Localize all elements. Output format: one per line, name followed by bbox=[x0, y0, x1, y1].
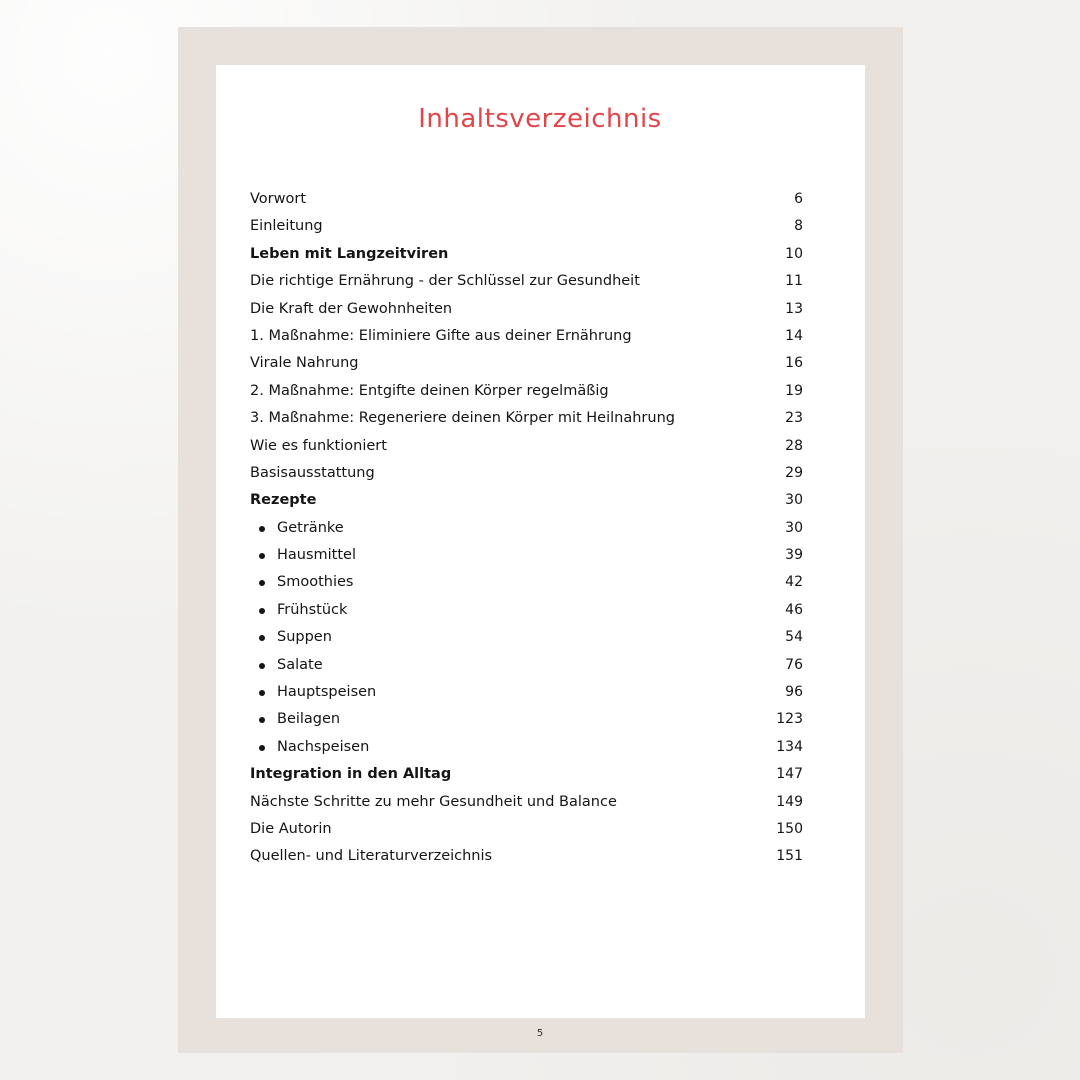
toc-entry-page: 96 bbox=[785, 684, 803, 701]
toc-entry-page: 151 bbox=[776, 848, 803, 865]
bullet-icon bbox=[259, 580, 265, 586]
toc-entry-label: Nächste Schritte zu mehr Gesundheit und Balance bbox=[250, 793, 617, 810]
toc-entry-page: 76 bbox=[785, 656, 803, 673]
bullet-icon bbox=[259, 690, 265, 696]
bullet-icon bbox=[259, 608, 265, 614]
toc-entry-label: Die Autorin bbox=[250, 820, 332, 837]
toc-entry-page: 42 bbox=[785, 574, 803, 591]
bullet-icon bbox=[259, 717, 265, 723]
toc-entry[interactable] bbox=[250, 186, 803, 213]
toc-entry-label: Leben mit Langzeitviren bbox=[250, 245, 449, 262]
toc-entry-page: 30 bbox=[785, 519, 803, 536]
toc-entry-label: Integration in den Alltag bbox=[250, 766, 452, 783]
toc-entry-label: Rezepte bbox=[250, 492, 317, 509]
toc-entry-page: 8 bbox=[794, 218, 803, 235]
toc-entry-page: 29 bbox=[785, 464, 803, 481]
toc-entry-page: 13 bbox=[785, 300, 803, 317]
toc-entry-label: Getränke bbox=[277, 519, 344, 536]
toc-entry-label: Die richtige Ernährung - der Schlüssel zur Gesundheit bbox=[250, 273, 640, 290]
toc-entry-page: 150 bbox=[776, 820, 803, 837]
bullet-icon bbox=[259, 745, 265, 751]
toc-entry-label: 2. Maßnahme: Entgifte deinen Körper regelmäßig bbox=[250, 382, 609, 399]
toc-entry-page: 16 bbox=[785, 355, 803, 372]
toc-entry-page: 28 bbox=[785, 437, 803, 454]
toc-entry-label: 3. Maßnahme: Regeneriere deinen Körper mit Heilnahrung bbox=[250, 410, 675, 427]
bullet-icon bbox=[259, 663, 265, 669]
toc-entry-label: Quellen- und Literaturverzeichnis bbox=[250, 848, 493, 865]
toc-entry[interactable] bbox=[250, 241, 803, 268]
toc-entry-label: Salate bbox=[277, 656, 323, 673]
toc-subentry[interactable] bbox=[250, 569, 803, 596]
toc-subentry[interactable] bbox=[250, 542, 803, 569]
toc-entry[interactable] bbox=[250, 816, 803, 843]
toc-entry-label: Virale Nahrung bbox=[250, 355, 359, 372]
toc-entry-page: 39 bbox=[785, 547, 803, 564]
toc-entry[interactable] bbox=[250, 789, 803, 816]
toc-entry-page: 11 bbox=[785, 273, 803, 290]
toc-entry-page: 6 bbox=[794, 191, 803, 207]
toc-entry[interactable] bbox=[250, 460, 803, 487]
toc-entry-label: Die Kraft der Gewohnheiten bbox=[250, 300, 453, 317]
toc-entry-label: Suppen bbox=[277, 629, 332, 646]
toc-entry-page: 149 bbox=[776, 793, 803, 810]
toc-subentry[interactable] bbox=[250, 624, 803, 651]
toc-entry[interactable] bbox=[250, 843, 803, 870]
toc-entry-page: 46 bbox=[785, 601, 803, 618]
toc-entry-label: Wie es funktioniert bbox=[250, 437, 387, 454]
toc-entry-page: 134 bbox=[776, 738, 803, 755]
toc-subentry[interactable] bbox=[250, 652, 803, 679]
toc-subentry[interactable] bbox=[250, 706, 803, 733]
toc-entry-label: Frühstück bbox=[277, 601, 348, 618]
page-title: Inhaltsverzeichnis bbox=[418, 104, 662, 134]
bullet-icon bbox=[259, 526, 265, 532]
toc-entry-page: 54 bbox=[785, 629, 803, 646]
toc-entry-label: Einleitung bbox=[250, 218, 323, 235]
toc-entry[interactable] bbox=[250, 213, 803, 240]
bullet-icon bbox=[259, 553, 265, 559]
toc-entry-label: Vorwort bbox=[250, 191, 307, 207]
table-of-contents bbox=[250, 186, 803, 871]
toc-entry-page: 123 bbox=[776, 711, 803, 728]
toc-subentry[interactable] bbox=[250, 734, 803, 761]
toc-entry-label: Basisausstattung bbox=[250, 464, 375, 481]
toc-entry-page: 147 bbox=[776, 766, 803, 783]
toc-entry-label: Hausmittel bbox=[277, 547, 357, 564]
toc-entry-page: 10 bbox=[785, 245, 803, 262]
toc-entry-label: Smoothies bbox=[277, 574, 354, 591]
toc-entry[interactable] bbox=[250, 268, 803, 295]
toc-subentry[interactable] bbox=[250, 597, 803, 624]
toc-entry-page: 19 bbox=[785, 382, 803, 399]
toc-entry-label: 1. Maßnahme: Eliminiere Gifte aus deiner Ernährung bbox=[250, 327, 632, 344]
toc-entry[interactable] bbox=[250, 296, 803, 323]
page-number: 5 bbox=[536, 1028, 544, 1039]
toc-entry[interactable] bbox=[250, 378, 803, 405]
toc-entry[interactable] bbox=[250, 405, 803, 432]
toc-entry-label: Beilagen bbox=[277, 711, 341, 728]
toc-entry[interactable] bbox=[250, 433, 803, 460]
toc-subentry[interactable] bbox=[250, 679, 803, 706]
toc-entry-page: 23 bbox=[785, 410, 803, 427]
toc-entry[interactable] bbox=[250, 350, 803, 377]
bullet-icon bbox=[259, 635, 265, 641]
toc-entry-label: Hauptspeisen bbox=[277, 684, 377, 701]
toc-entry[interactable] bbox=[250, 323, 803, 350]
toc-entry-page: 30 bbox=[785, 492, 803, 509]
toc-entry-label: Nachspeisen bbox=[277, 738, 370, 755]
toc-entry-page: 14 bbox=[785, 327, 803, 344]
toc-entry[interactable] bbox=[250, 761, 803, 788]
toc-subentry[interactable] bbox=[250, 515, 803, 542]
toc-entry[interactable] bbox=[250, 487, 803, 514]
